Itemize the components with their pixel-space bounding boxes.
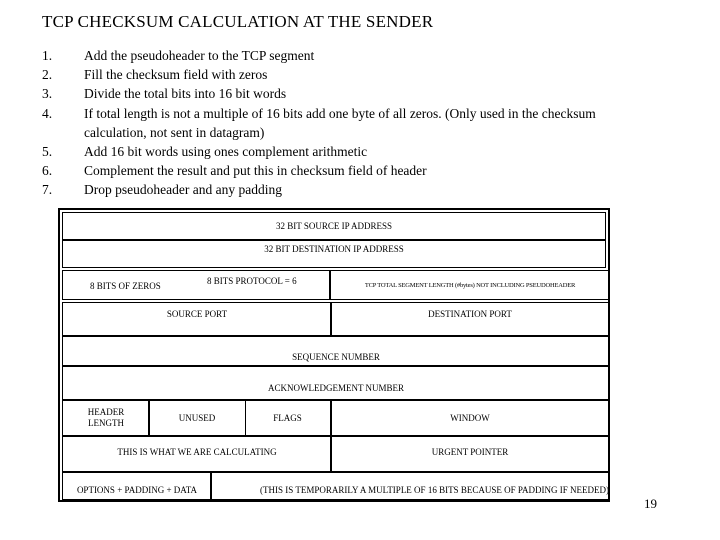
source-port-label: SOURCE PORT bbox=[166, 309, 228, 319]
step-text: Drop pseudoheader and any padding bbox=[84, 182, 282, 198]
step-text: Add the pseudoheader to the TCP segment bbox=[84, 48, 315, 63]
flags-label: FLAGS bbox=[273, 412, 302, 423]
urgent-pointer-label: URGENT POINTER bbox=[431, 447, 509, 457]
step-item bbox=[42, 161, 642, 180]
step-text: Fill the checksum field with zeros bbox=[84, 67, 268, 83]
step-text: Add 16 bit words using ones complement arithmetic bbox=[84, 144, 368, 160]
step-number: 6. bbox=[42, 163, 53, 179]
unused-field bbox=[148, 400, 246, 436]
step-number: 2. bbox=[42, 67, 53, 83]
dest-port-field bbox=[330, 302, 610, 336]
window-label: WINDOW bbox=[450, 412, 490, 423]
total-length-field bbox=[330, 270, 610, 300]
total-length-label: TCP TOTAL SEGMENT LENGTH (#bytes) NOT INCLUDING PSEUDOHEADER bbox=[364, 281, 576, 289]
step-number: 4. bbox=[42, 105, 53, 121]
source-ip-label: 32 BIT SOURCE IP ADDRESS bbox=[275, 220, 393, 231]
header-length-label-line1: HEADER bbox=[87, 407, 125, 417]
protocol-label: 8 BITS PROTOCOL = 6 bbox=[207, 276, 297, 286]
dest-port-label: DESTINATION PORT bbox=[428, 309, 512, 319]
step-item bbox=[42, 104, 642, 142]
flags-field bbox=[244, 400, 332, 436]
padding-note-label: (THIS IS TEMPORARILY A MULTIPLE OF 16 BITS BECAUSE OF PADDING IF NEEDED) bbox=[260, 485, 609, 495]
step-item bbox=[42, 142, 642, 161]
step-number: 1. bbox=[42, 48, 53, 63]
step-text: Complement the result and put this in checksum field of header bbox=[84, 163, 427, 179]
source-port-field bbox=[62, 302, 332, 336]
step-item bbox=[42, 46, 642, 65]
dest-ip-label: 32 BIT DESTINATION IP ADDRESS bbox=[264, 244, 404, 254]
step-number: 5. bbox=[42, 144, 53, 160]
ack-number-field bbox=[62, 366, 610, 400]
padding-note-field bbox=[210, 472, 610, 500]
checksum-field bbox=[62, 436, 332, 472]
options-data-label: OPTIONS + PADDING + DATA bbox=[76, 485, 198, 495]
tcp-segment-diagram bbox=[58, 208, 610, 502]
page-number: 19 bbox=[644, 496, 657, 511]
step-item bbox=[42, 180, 642, 199]
unused-label: UNUSED bbox=[178, 412, 216, 423]
header-length-label-line2: LENGTH bbox=[88, 418, 124, 428]
options-data-field bbox=[62, 472, 212, 500]
dest-ip-field bbox=[62, 240, 606, 268]
slide-title: TCP CHECKSUM CALCULATION AT THE SENDER bbox=[42, 12, 434, 31]
step-text: If total length is not a multiple of 16 bits add one byte of all zeros. (Only used in the checksum calculation, not sent in datagram) bbox=[84, 105, 596, 140]
checksum-label: THIS IS WHAT WE ARE CALCULATING bbox=[117, 447, 277, 457]
sequence-number-label: SEQUENCE NUMBER bbox=[292, 352, 380, 362]
window-field bbox=[330, 400, 610, 436]
sequence-number-field bbox=[62, 336, 610, 366]
urgent-pointer-field bbox=[330, 436, 610, 472]
steps-list bbox=[42, 46, 642, 200]
header-length-field bbox=[62, 400, 150, 436]
step-item bbox=[42, 65, 642, 84]
step-number: 7. bbox=[42, 182, 53, 198]
step-text: Divide the total bits into 16 bit words bbox=[84, 86, 287, 102]
step-item bbox=[42, 84, 642, 103]
zeros-label: 8 BITS OF ZEROS bbox=[90, 281, 161, 291]
step-number: 3. bbox=[42, 86, 53, 102]
ack-number-label: ACKNOWLEDGEMENT NUMBER bbox=[267, 383, 405, 393]
source-ip-field bbox=[62, 212, 606, 240]
